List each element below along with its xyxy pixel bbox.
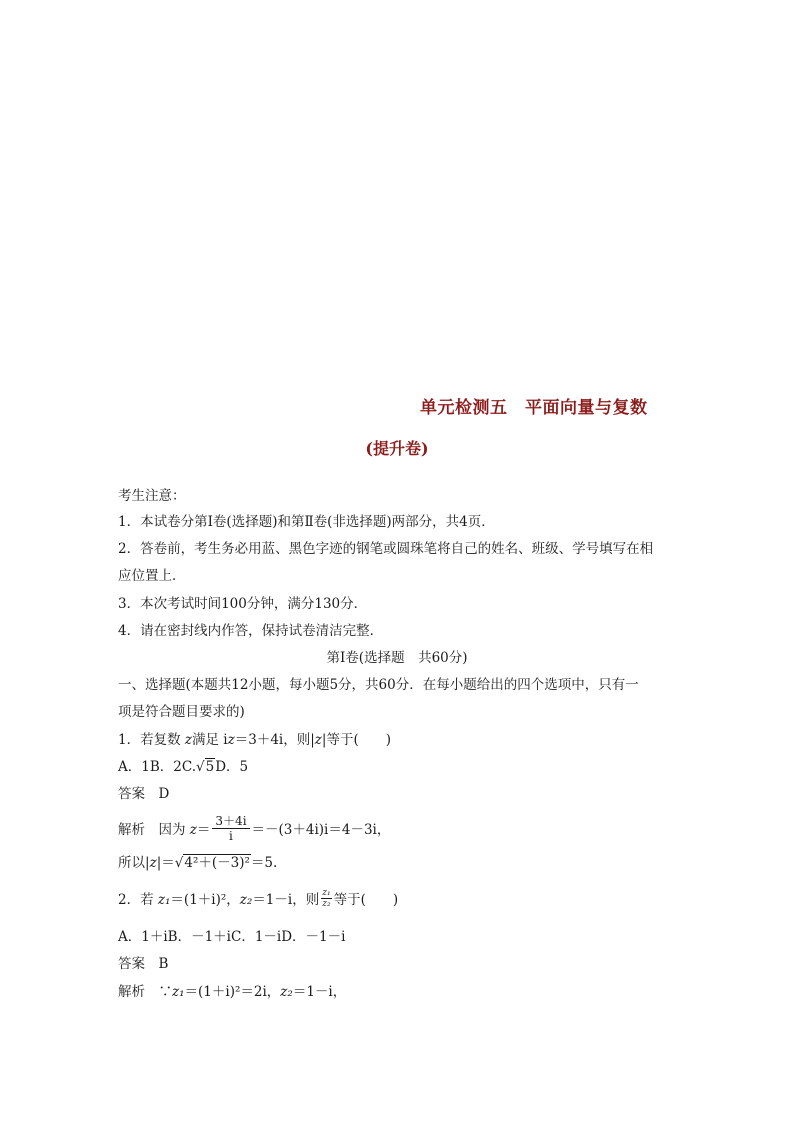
page-subtitle: (提升卷) [365,439,429,458]
sqrt-symbol: √5 [196,759,215,775]
question-2-stem: 2．若 z₁＝(1＋i)²，z₂＝1－i，则 $\frac{\text{z₁}}{\text{z₂}}$ 等于( ) [118,888,399,909]
question-1-options: A．1B．2C.√5D．5 [118,759,249,775]
page-title: 单元检测五 平面向量与复数 [420,398,648,418]
question-1-stem: 1．若复数 z满足 iz＝3＋4i，则|z|等于( ) [118,732,392,748]
fraction: $\frac{\text{z₁}}{\text{z₂}}$ [322,888,331,909]
fraction: $\frac{3+4i}{i}$ [212,814,249,843]
question-2-options: A．1＋iB．－1＋iC．1－iD．－1－i [118,929,346,945]
notice-item-4: 4．请在密封线内作答，保持试卷清洁完整． [118,623,384,639]
part1-title: 第Ⅰ卷(选择题 共60分) [326,650,468,666]
question-1-analysis: 解析 因为 z＝ $\frac{3+4i}{i}$ ＝－(3＋4i)i＝4－3i， [118,814,391,843]
notice-item-1: 1．本试卷分第Ⅰ卷(选择题)和第Ⅱ卷(非选择题)两部分，共4页． [118,514,495,530]
notice-heading: 考生注意： [118,488,186,504]
question-1-answer: 答案 D [118,786,170,802]
section-instruction-line1: 一、选择题(本题共12小题，每小题5分，共60分．在每小题给出的四个选项中，只有一 [118,677,639,693]
notice-item-2-cont: 应位置上． [118,568,186,584]
question-1-analysis-line2: 所以|z|＝√4²＋(－3)²＝5. [118,855,278,871]
sqrt-symbol: √4²＋(－3)² [174,855,250,871]
question-2-answer: 答案 B [118,956,169,972]
notice-item-2: 2．答卷前，考生务必用蓝、黑色字迹的钢笔或圆珠笔将自己的姓名、班级、学号填写在相 [118,541,654,557]
notice-item-3: 3．本次考试时间100分钟，满分130分． [118,596,368,612]
question-2-analysis: 解析 ∵z₁＝(1＋i)²＝2i，z₂＝1－i， [118,984,347,1000]
section-instruction-line2: 项是符合题目要求的) [118,704,245,720]
